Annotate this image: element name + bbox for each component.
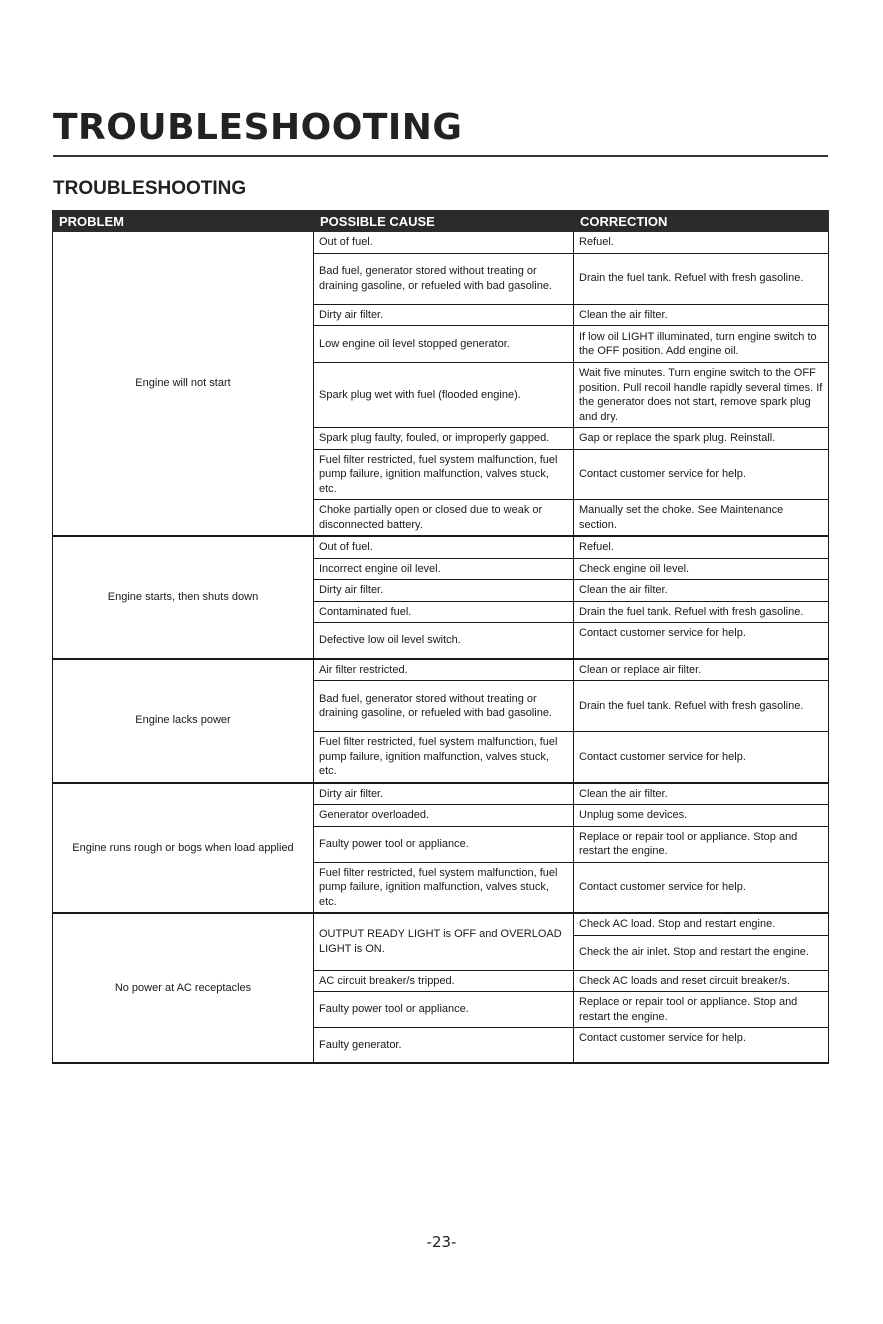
section-title: TROUBLESHOOTING: [53, 178, 247, 199]
correction-cell: Contact customer service for help.: [574, 732, 829, 783]
cause-cell: Faulty power tool or appliance.: [314, 992, 574, 1028]
cause-cell: Spark plug faulty, fouled, or improperly gapped.: [314, 428, 574, 450]
correction-cell: Replace or repair tool or appliance. Stop and restart the engine.: [574, 992, 829, 1028]
cause-cell: Faulty power tool or appliance.: [314, 826, 574, 862]
correction-cell: Check AC loads and reset circuit breaker/s.: [574, 970, 829, 992]
cause-cell: Bad fuel, generator stored without treating or draining gasoline, or refueled with bad gasoline.: [314, 253, 574, 304]
correction-cell: Contact customer service for help.: [574, 862, 829, 913]
table-row: [53, 913, 829, 935]
cause-cell: Air filter restricted.: [314, 659, 574, 681]
correction-cell: Contact customer service for help.: [574, 623, 829, 659]
correction-cell: Clean or replace air filter.: [574, 659, 829, 681]
correction-cell: Drain the fuel tank. Refuel with fresh gasoline.: [574, 253, 829, 304]
cause-cell: Faulty generator.: [314, 1028, 574, 1063]
correction-cell: Unplug some devices.: [574, 805, 829, 827]
cause-cell: Dirty air filter.: [314, 783, 574, 805]
title-divider: [53, 155, 828, 157]
problem-group: [53, 783, 829, 914]
correction-cell: If low oil LIGHT illuminated, turn engine switch to the OFF position. Add engine oil.: [574, 326, 829, 363]
correction-cell: Wait five minutes. Turn engine switch to the OFF position. Pull recoil handle rapidly several times. If the generator does not start, remove spark plug and dry.: [574, 363, 829, 428]
problem-cell: Engine will not start: [53, 232, 314, 537]
cause-cell: Fuel filter restricted, fuel system malfunction, fuel pump failure, ignition malfunction, valves stuck, etc.: [314, 732, 574, 783]
table-header-row: [53, 211, 829, 232]
table-row: [53, 783, 829, 805]
correction-cell: Check AC load. Stop and restart engine.: [574, 913, 829, 935]
cause-cell: Fuel filter restricted, fuel system malfunction, fuel pump failure, ignition malfunction, valves stuck, etc.: [314, 862, 574, 913]
cause-cell: Dirty air filter.: [314, 580, 574, 602]
correction-cell: Check the air inlet. Stop and restart the engine.: [574, 935, 829, 970]
problem-group: [53, 536, 829, 659]
problem-cell: Engine starts, then shuts down: [53, 536, 314, 659]
cause-cell: AC circuit breaker/s tripped.: [314, 970, 574, 992]
table-row: [53, 232, 829, 254]
page-title: TROUBLESHOOTING: [53, 107, 463, 148]
cause-cell: Low engine oil level stopped generator.: [314, 326, 574, 363]
column-header-correction: CORRECTION: [574, 211, 829, 232]
cause-cell: Dirty air filter.: [314, 304, 574, 326]
correction-cell: Contact customer service for help.: [574, 1028, 829, 1063]
cause-cell: OUTPUT READY LIGHT is OFF and OVERLOAD LIGHT is ON.: [314, 913, 574, 970]
correction-cell: Clean the air filter.: [574, 304, 829, 326]
correction-cell: Manually set the choke. See Maintenance section.: [574, 500, 829, 537]
cause-cell: Fuel filter restricted, fuel system malfunction, fuel pump failure, ignition malfunction, valves stuck, etc.: [314, 449, 574, 500]
correction-cell: Clean the air filter.: [574, 783, 829, 805]
correction-cell: Replace or repair tool or appliance. Stop and restart the engine.: [574, 826, 829, 862]
correction-cell: Refuel.: [574, 232, 829, 254]
cause-cell: Out of fuel.: [314, 536, 574, 558]
correction-cell: Gap or replace the spark plug. Reinstall.: [574, 428, 829, 450]
correction-cell: Refuel.: [574, 536, 829, 558]
problem-cell: Engine runs rough or bogs when load applied: [53, 783, 314, 914]
table-row: [53, 536, 829, 558]
cause-cell: Bad fuel, generator stored without treating or draining gasoline, or refueled with bad gasoline.: [314, 681, 574, 732]
page-number: -23-: [426, 1233, 457, 1251]
correction-cell: Drain the fuel tank. Refuel with fresh gasoline.: [574, 601, 829, 623]
problem-group: [53, 232, 829, 537]
cause-cell: Defective low oil level switch.: [314, 623, 574, 659]
column-header-cause: POSSIBLE CAUSE: [314, 211, 574, 232]
problem-cell: No power at AC receptacles: [53, 913, 314, 1063]
cause-cell: Spark plug wet with fuel (flooded engine).: [314, 363, 574, 428]
cause-cell: Contaminated fuel.: [314, 601, 574, 623]
table-row: [53, 659, 829, 681]
correction-cell: Clean the air filter.: [574, 580, 829, 602]
cause-cell: Incorrect engine oil level.: [314, 558, 574, 580]
correction-cell: Check engine oil level.: [574, 558, 829, 580]
cause-cell: Out of fuel.: [314, 232, 574, 254]
problem-cell: Engine lacks power: [53, 659, 314, 783]
cause-cell: Choke partially open or closed due to weak or disconnected battery.: [314, 500, 574, 537]
problem-group: [53, 659, 829, 783]
correction-cell: Contact customer service for help.: [574, 449, 829, 500]
troubleshooting-table: [52, 210, 829, 1064]
problem-group: [53, 913, 829, 1063]
column-header-problem: PROBLEM: [53, 211, 314, 232]
correction-cell: Drain the fuel tank. Refuel with fresh gasoline.: [574, 681, 829, 732]
cause-cell: Generator overloaded.: [314, 805, 574, 827]
